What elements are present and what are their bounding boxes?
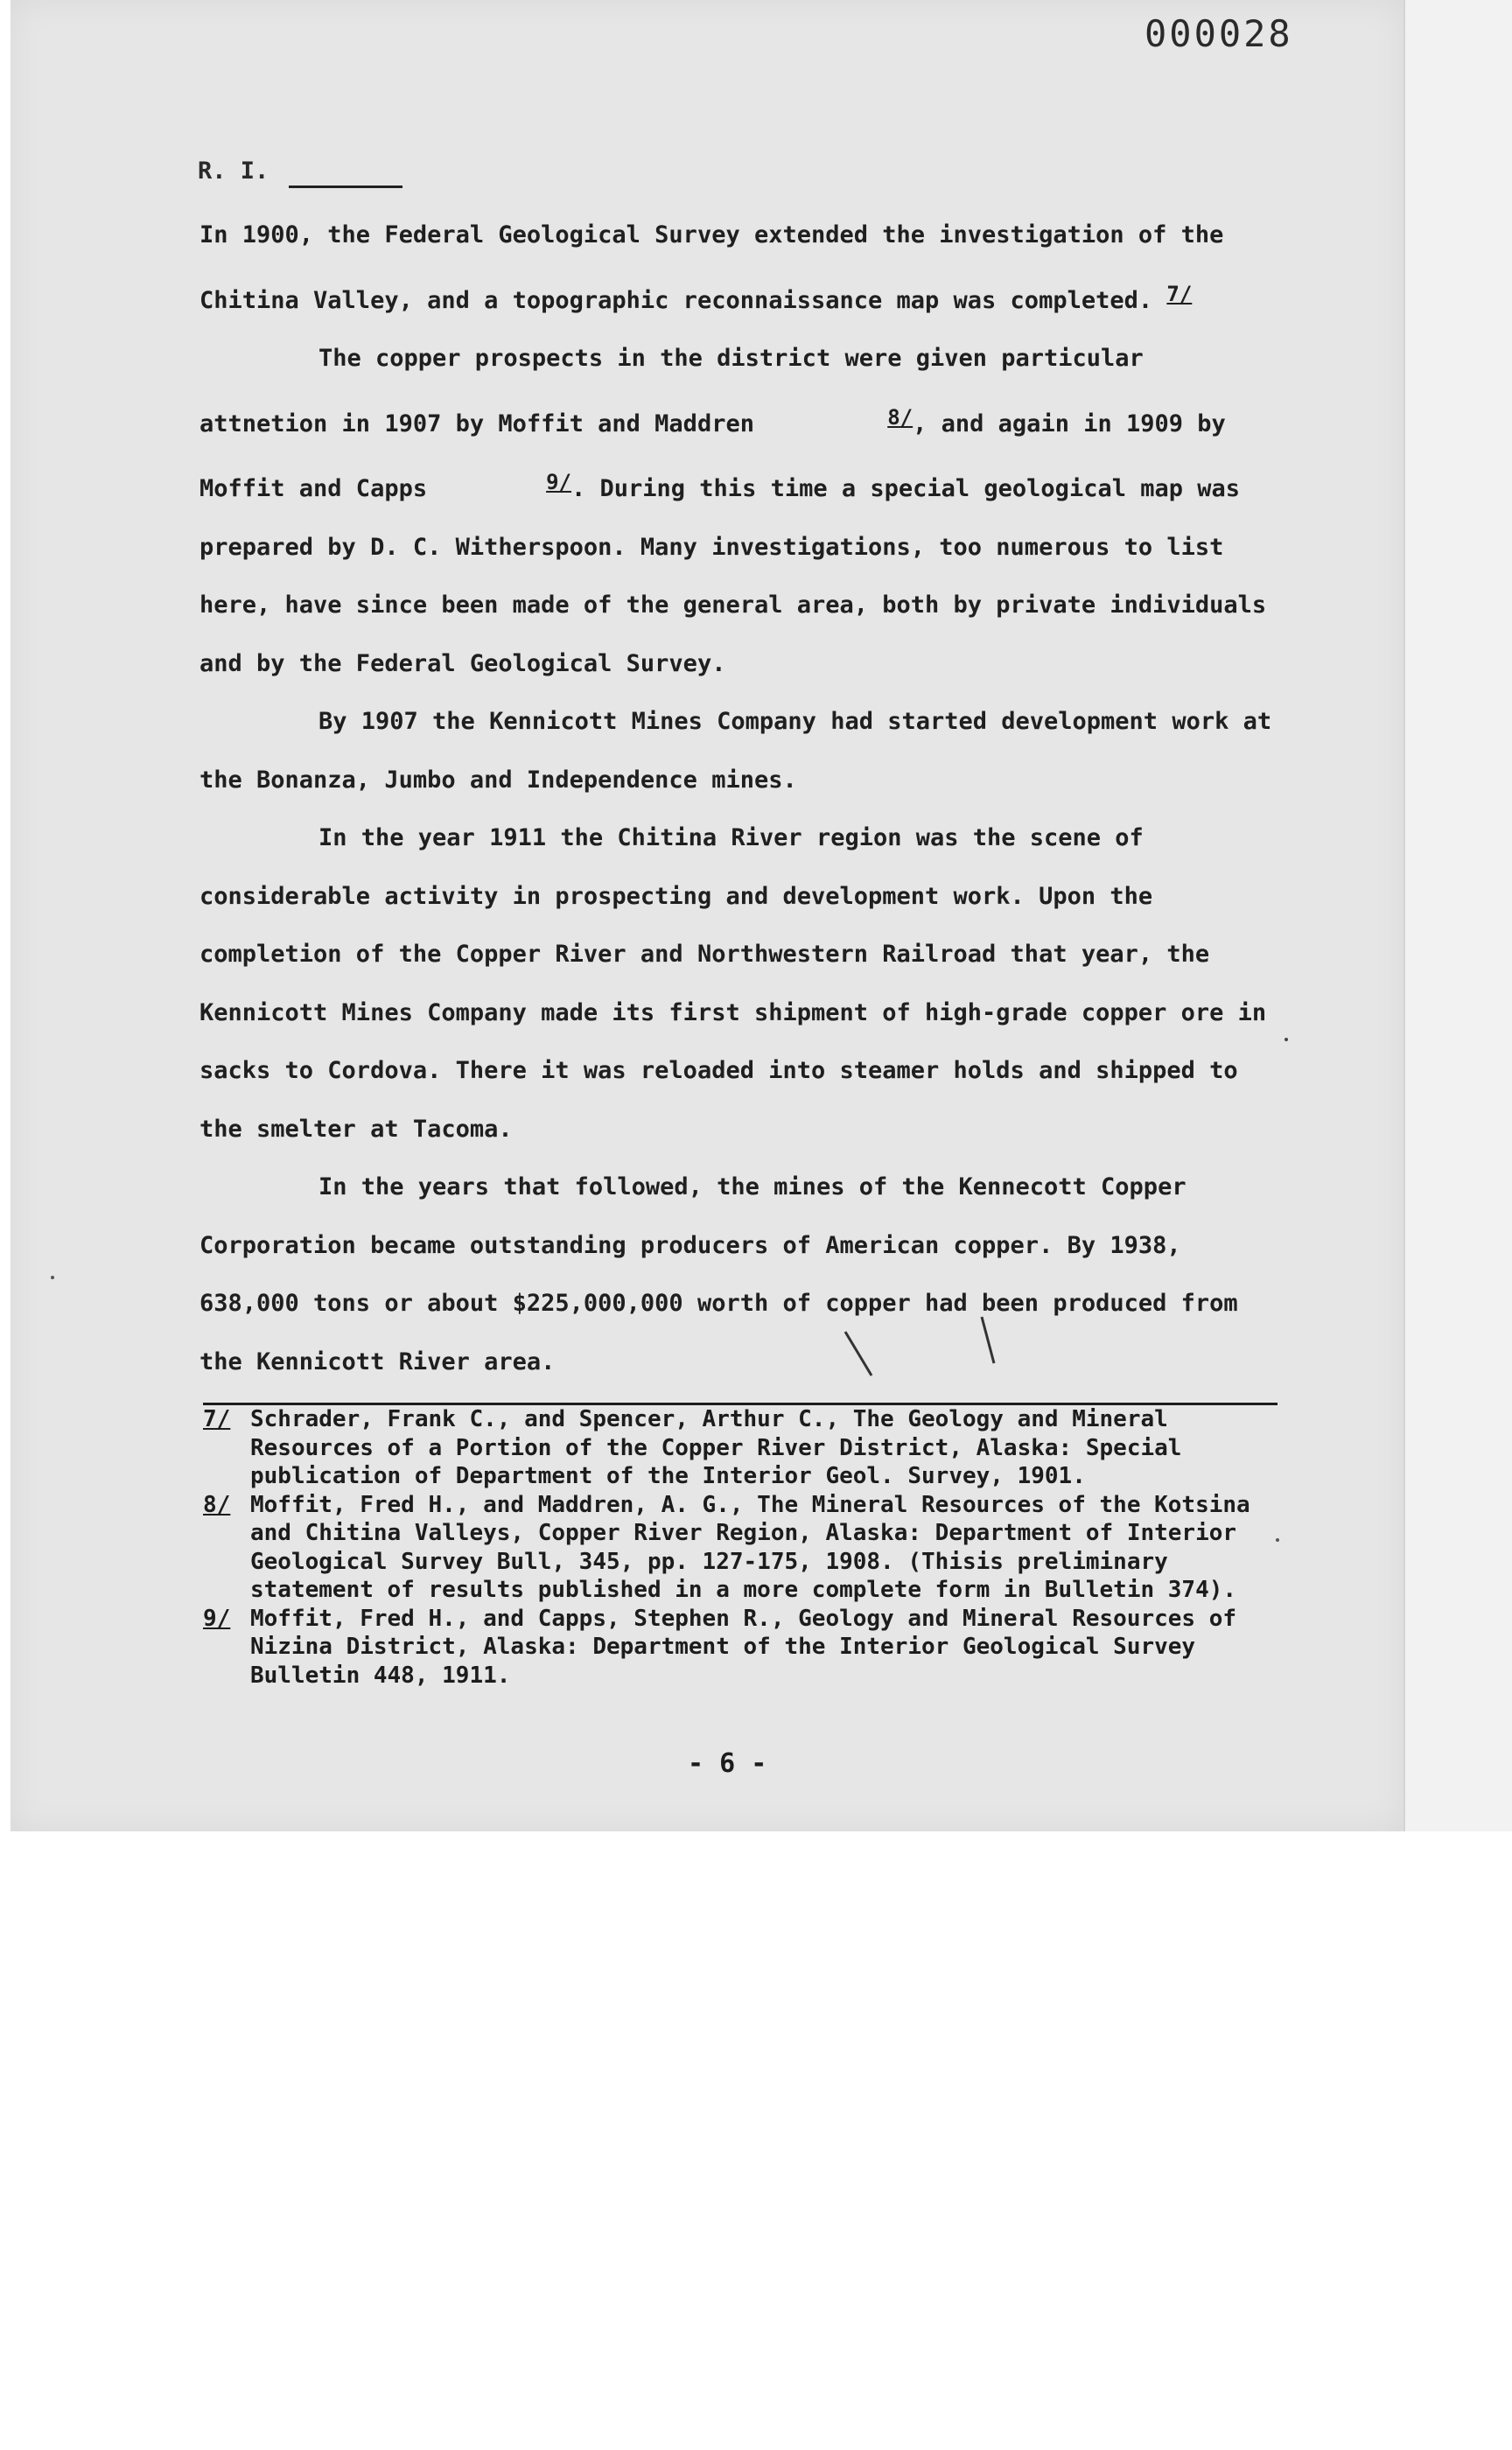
pen-mark: [845, 1332, 872, 1376]
paragraph-4: In the year 1911 the Chitina River region was the scene of considerable activity in prospecting and development work. Upon the completion of the Copper River and Northwestern Railroad that year, the Kennicott Mines Company made its first shipment of high-grade copper ore in sacks to Cordova. There it was reloaded into steamer holds and shipped to the smelter at Tacoma.: [200, 824, 1267, 1143]
report-index-label: R. I.: [198, 158, 270, 185]
document-number: 000028: [1144, 12, 1293, 55]
paragraph-3: By 1907 the Kennicott Mines Company had started development work at the Bonanza, Jumbo and Independence mines.: [200, 708, 1272, 794]
footnote-mark: 8/: [203, 1491, 231, 1518]
footnote-mark: 9/: [203, 1605, 231, 1632]
paragraph-2-text-a: The copper prospects in the district were given particular attnetion in 1907 by Moffit and Maddren: [200, 345, 1144, 438]
page-number: - 6 -: [688, 1748, 767, 1779]
speck: [1276, 1538, 1279, 1542]
paragraph-2-text-c: . During this time a special geological map was prepared by D. C. Witherspoon. Many investigations, too numerous to list here, have since been made of the general area, both by private individuals and by the Federal Geological Survey.: [200, 475, 1267, 677]
paragraph-2-text-b: , and again in 1909 by Moffit and Capps: [200, 410, 1226, 502]
footnote-ref-7: 7/: [1166, 281, 1193, 306]
footnote-ref-8: 8/: [887, 404, 914, 430]
paragraph-5: In the years that followed, the mines of the Kennecott Copper Corporation became outstanding producers of American copper. By 1938, 638,000 tons or about $225,000,000 worth of copper had been produced from the Kennicott River area.: [200, 1173, 1238, 1376]
footnote-ref-9: 9/: [546, 470, 571, 494]
speck: [1284, 1038, 1288, 1041]
footnote-text: Moffit, Fred H., and Capps, Stephen R., Geology and Mineral Resources of Nizina District, Alaska: Department of the Interior Geological Survey Bulletin 448, 1911.: [250, 1605, 1237, 1689]
pen-mark: [982, 1317, 994, 1363]
paragraph-1-text: In 1900, the Federal Geological Survey extended the investigation of the Chitina Valley, and a topographic reconnaissance map was completed.: [200, 221, 1224, 314]
footnote-text: Schrader, Frank C., and Spencer, Arthur C., The Geology and Mineral Resources of a Portion of the Copper River District, Alaska: Special publication of Department of the Interior Geol. Survey, 1901.: [250, 1406, 1182, 1489]
footnote-text: Moffit, Fred H., and Maddren, A. G., The Mineral Resources of the Kotsina and Chitina Valleys, Copper River Region, Alaska: Department of Interior Geological Survey Bull, 345, pp. 127-175, 1908. (Thisis preliminary statement of results published in a more complete form in Bulletin 374).: [250, 1491, 1250, 1603]
speck: [51, 1276, 54, 1279]
footnote-mark: 7/: [203, 1406, 231, 1432]
